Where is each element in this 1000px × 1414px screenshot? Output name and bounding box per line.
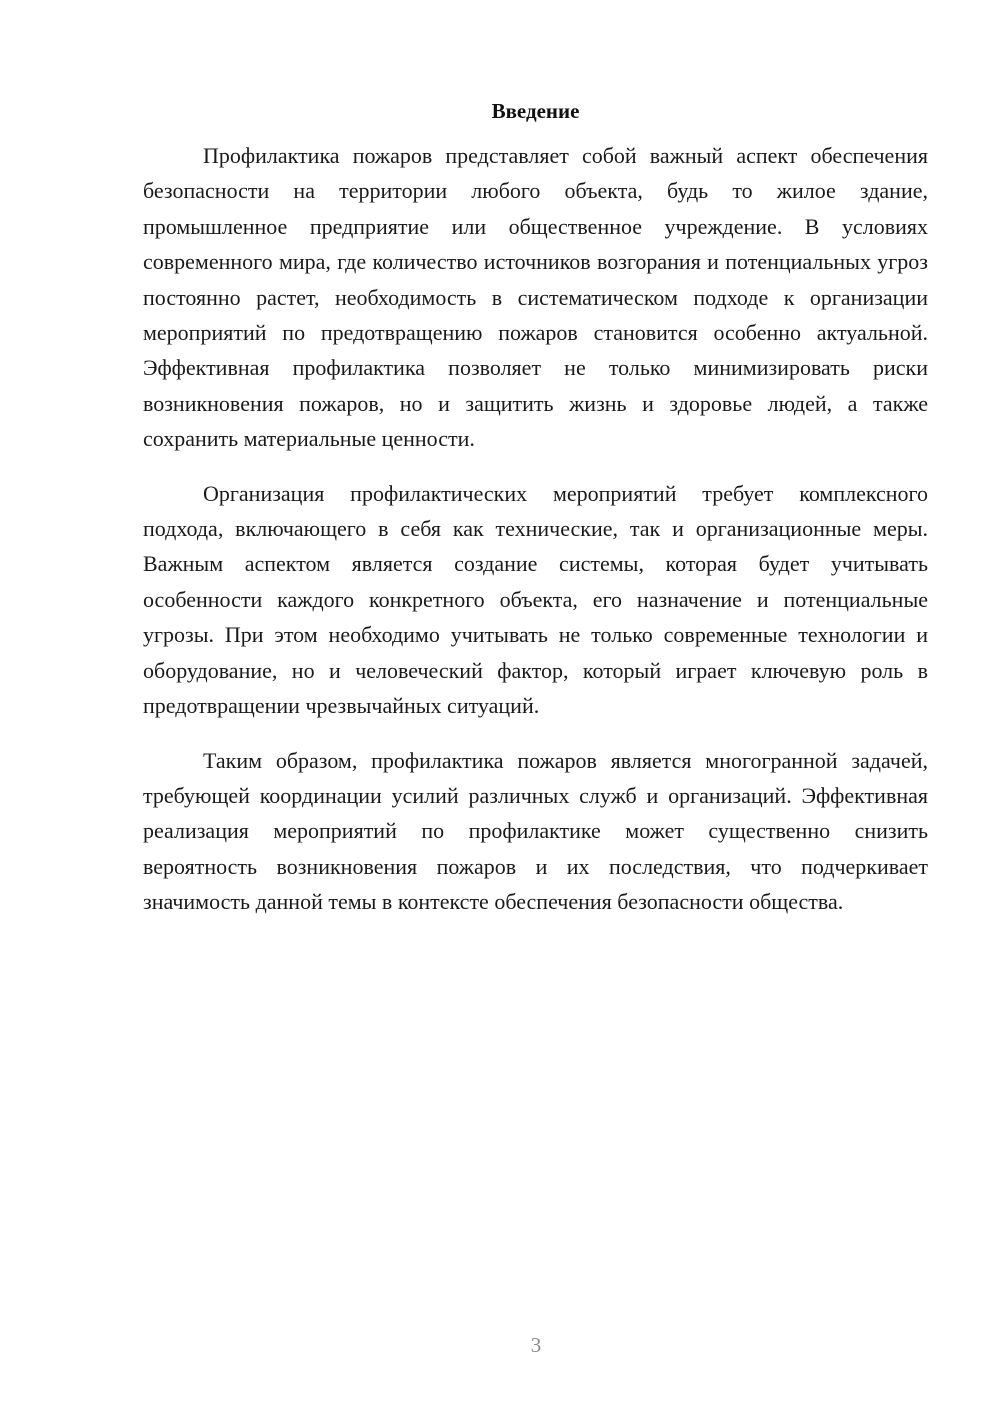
page-number: 3: [530, 1333, 542, 1357]
page-content: [143, 96, 928, 920]
section-heading: Введение: [491, 99, 580, 123]
paragraph-2: Организация профилактических мероприятий требует комплексного подхода, включающего в себя как технические, так и организационные меры. Важным аспектом является создание системы, которая будет учитывать особенности каждого конкретного объекта, его назначение и потенциальные угрозы. При этом необходимо учитывать не только современные технологии и оборудование, но и человеческий фактор, который играет ключевую роль в предотвращении чрезвычайных ситуаций.: [143, 480, 928, 719]
paragraph-1: Профилактика пожаров представляет собой важный аспект обеспечения безопасности на территории любого объекта, будь то жилое здание, промышленное предприятие или общественное учреждение. В условиях современного мира, где количество источников возгорания и потенциальных угроз постоянно растет, необходимость в систематическом подходе к организации мероприятий по предотвращению пожаров становится особенно актуальной. Эффективная профилактика позволяет не только минимизировать риски возникновения пожаров, но и защитить жизнь и здоровье людей, а также сохранить материальные ценности.: [143, 143, 928, 452]
paragraph-3: Таким образом, профилактика пожаров является многогранной задачей, требующей координации усилий различных служб и организаций. Эффективная реализация мероприятий по профилактике может существенно снизить вероятность возникновения пожаров и их последствия, что подчеркивает значимость данной темы в контексте обеспечения безопасности общества.: [143, 747, 928, 915]
